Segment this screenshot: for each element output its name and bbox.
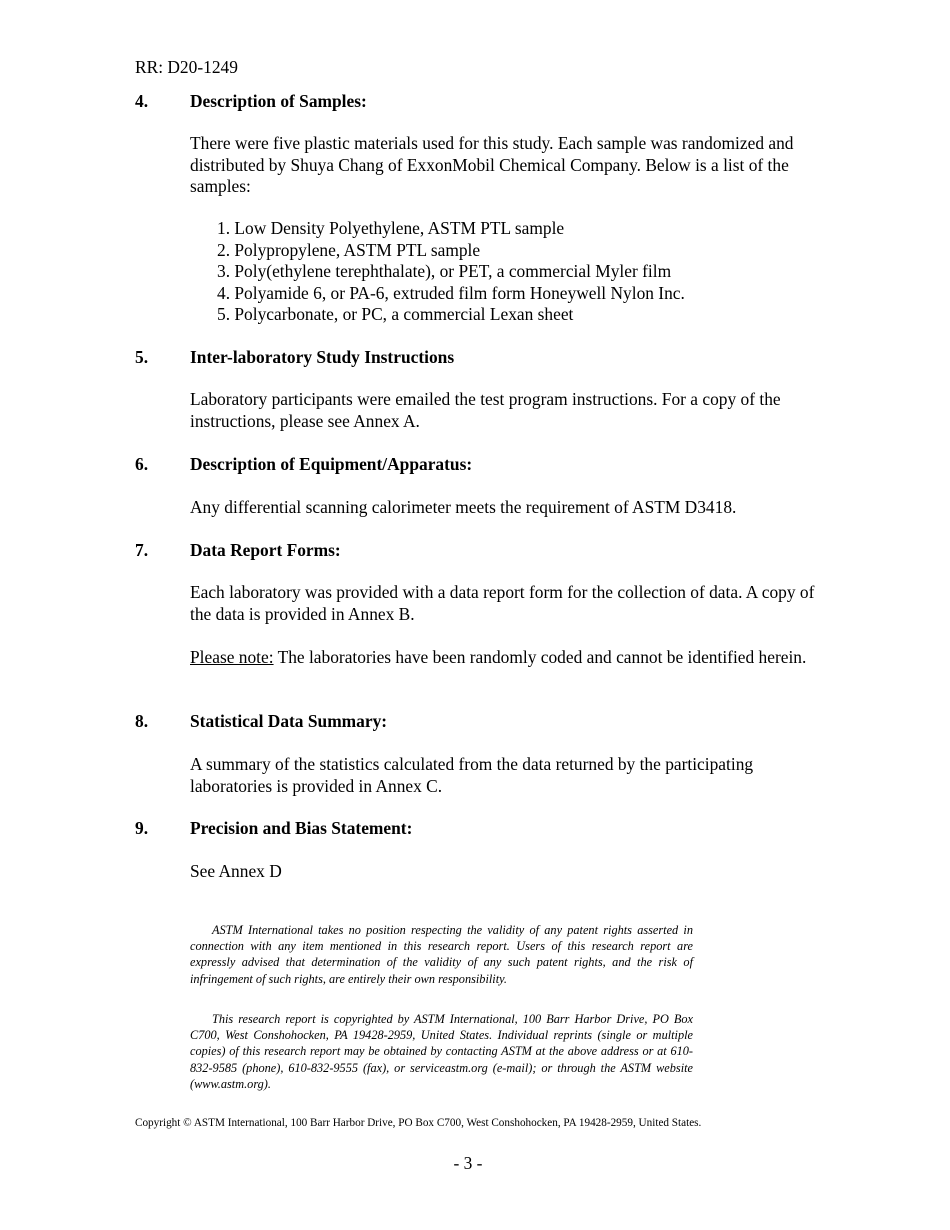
section-7-note bbox=[190, 647, 820, 669]
section-7-number: 7. bbox=[135, 540, 149, 560]
section-5-number: 5. bbox=[135, 347, 149, 367]
section-6-title: Description of Equipment/Apparatus: bbox=[190, 454, 473, 474]
sample-item: 5. Polycarbonate, or PC, a commercial Lexan sheet bbox=[217, 304, 574, 324]
section-4-intro: There were five plastic materials used for this study. Each sample was randomized and distributed by Shuya Chang of ExxonMobil Chemical Company. Below is a list of the samples: bbox=[190, 133, 794, 196]
section-9-text: See Annex D bbox=[190, 861, 282, 881]
section-4-title: Description of Samples: bbox=[190, 91, 367, 111]
patent-disclaimer: ASTM International takes no position respecting the validity of any patent rights asserted in connection with any item mentioned in this research report. Users of this research report are expressly advised that determination of the validity of any such patent rights, and the risk of infringement of such rights, are entirely their own responsibility. bbox=[190, 923, 693, 986]
section-7-title: Data Report Forms: bbox=[190, 540, 341, 560]
footer-copyright: Copyright © ASTM International, 100 Barr Harbor Drive, PO Box C700, West Conshohocken, PA 19428-2959, United States. bbox=[135, 1117, 702, 1129]
section-9-title: Precision and Bias Statement: bbox=[190, 818, 413, 838]
section-8-title: Statistical Data Summary: bbox=[190, 711, 388, 731]
section-6-text: Any differential scanning calorimeter meets the requirement of ASTM D3418. bbox=[190, 497, 737, 517]
report-id: RR: D20-1249 bbox=[135, 57, 238, 77]
sample-item: 2. Polypropylene, ASTM PTL sample bbox=[217, 239, 481, 260]
section-6-number: 6. bbox=[135, 454, 149, 474]
section-4-number: 4. bbox=[135, 91, 149, 111]
sample-item: 1. Low Density Polyethylene, ASTM PTL sample bbox=[217, 218, 565, 238]
sample-item: 3. Poly(ethylene terephthalate), or PET, a commercial Myler film bbox=[217, 261, 672, 281]
section-9-number: 9. bbox=[135, 818, 149, 838]
section-8-text: A summary of the statistics calculated from the data returned by the participating laboratories is provided in Annex C. bbox=[190, 754, 754, 796]
sample-item: 4. Polyamide 6, or PA-6, extruded film form Honeywell Nylon Inc. bbox=[217, 282, 685, 303]
section-7-text: Each laboratory was provided with a data report form for the collection of data. A copy of the data is provided in Annex B. bbox=[190, 582, 815, 624]
note-text: The laboratories have been randomly coded and cannot be identified herein. bbox=[273, 647, 807, 667]
samples-list bbox=[217, 218, 685, 326]
section-8-number: 8. bbox=[135, 711, 149, 731]
copyright-notice: This research report is copyrighted by ASTM International, 100 Barr Harbor Drive, PO Box C700, West Conshohocken, PA 19428-2959, United States. Individual reprints (single or multiple copies) of this research report may be obtained by contacting ASTM at the above address or at 610-832-9585 (phone), 610-832-9555 (fax), or serviceastm.org (e-mail); or through the ASTM website (www.astm.org). bbox=[190, 1012, 693, 1091]
section-5-text: Laboratory participants were emailed the test program instructions. For a copy of the instructions, please see Annex A. bbox=[190, 389, 781, 431]
section-5-title: Inter-laboratory Study Instructions bbox=[190, 347, 455, 367]
page-number: - 3 - bbox=[453, 1153, 483, 1173]
note-label: Please note: bbox=[190, 647, 274, 667]
